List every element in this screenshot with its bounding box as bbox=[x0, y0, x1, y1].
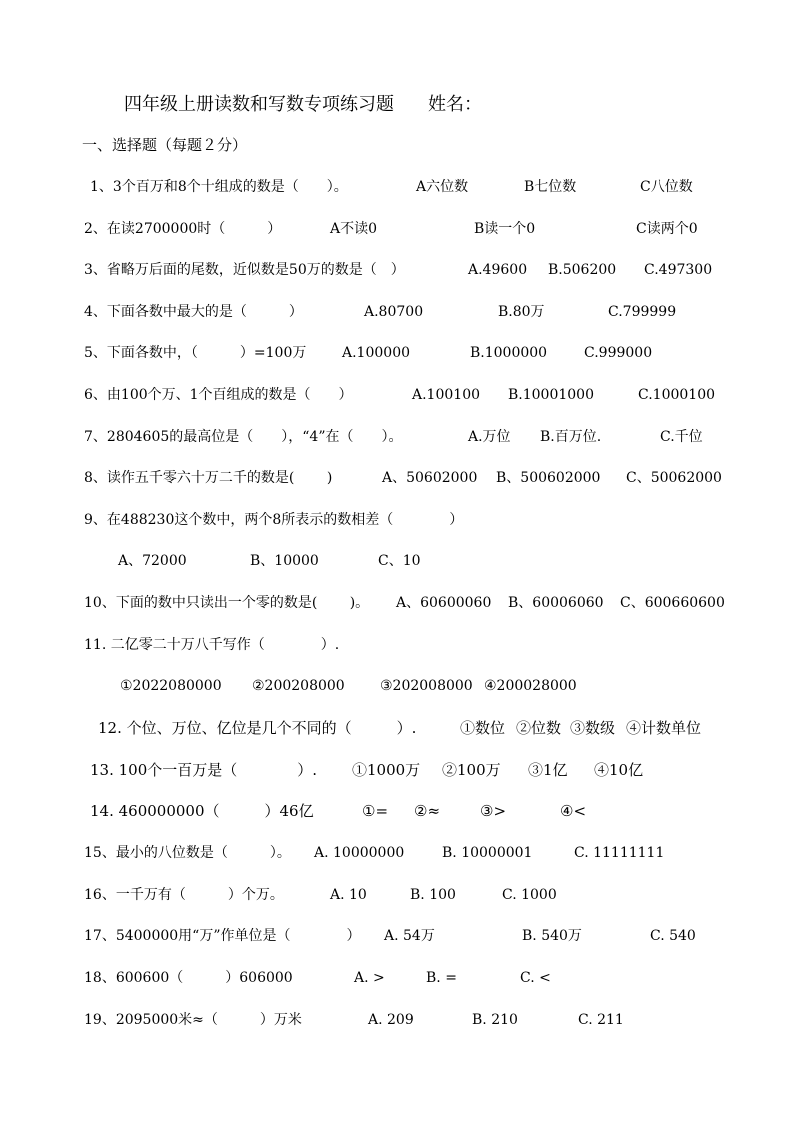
option-c: C. 211 bbox=[578, 1012, 624, 1028]
question-stem: 9、在488230这个数中，两个8所表示的数相差（ ） bbox=[84, 512, 464, 528]
option-2: ②位数 bbox=[516, 719, 562, 737]
option-4: ④200028000 bbox=[484, 678, 577, 694]
question-stem: 7、2804605的最高位是（ ），“4”在（ ）。 bbox=[84, 429, 403, 445]
option-c: C、10 bbox=[378, 553, 421, 569]
option-3: ③1亿 bbox=[528, 761, 568, 779]
option-b: B.80万 bbox=[498, 304, 545, 320]
option-c: C八位数 bbox=[640, 179, 693, 195]
question-3 bbox=[84, 259, 724, 281]
question-stem: 10、下面的数中只读出一个零的数是( )。 bbox=[84, 595, 370, 611]
option-b: B七位数 bbox=[524, 179, 577, 195]
question-10 bbox=[84, 592, 724, 614]
option-1: ①数位 bbox=[460, 719, 506, 737]
option-a: A六位数 bbox=[416, 179, 469, 195]
option-b: B读一个0 bbox=[474, 221, 536, 237]
option-b: B.10001000 bbox=[508, 387, 594, 403]
question-16 bbox=[84, 884, 724, 906]
option-c: C.999000 bbox=[584, 345, 653, 361]
question-stem: 8、读作五千零六十万二千的数是( ) bbox=[84, 470, 333, 486]
option-a: A、60600060 bbox=[396, 595, 492, 611]
question-8 bbox=[84, 467, 724, 489]
page-title bbox=[124, 90, 482, 116]
question-stem: 15、最小的八位数是（ ）。 bbox=[84, 845, 291, 861]
option-a: A.100100 bbox=[412, 387, 481, 403]
option-c: C.千位 bbox=[660, 429, 703, 445]
option-a: A. 209 bbox=[368, 1012, 414, 1028]
question-18 bbox=[84, 967, 724, 989]
option-b: B. 100 bbox=[410, 887, 456, 903]
option-a: A. 10 bbox=[330, 887, 367, 903]
question-stem: 2、在读2700000时（ ） bbox=[84, 221, 282, 237]
option-c: C.1000100 bbox=[638, 387, 716, 403]
option-c: C. < bbox=[520, 970, 551, 986]
option-c: C. 11111111 bbox=[574, 845, 665, 861]
option-b: B. 10000001 bbox=[442, 845, 533, 861]
question-5 bbox=[84, 342, 724, 364]
option-b: B. 210 bbox=[472, 1012, 518, 1028]
option-2: ②≈ bbox=[414, 802, 441, 820]
option-c: C. 1000 bbox=[502, 887, 557, 903]
question-stem: 19、2095000米≈（ ）万米 bbox=[84, 1012, 302, 1028]
question-12 bbox=[98, 717, 738, 739]
question-stem: 11. 二亿零二十万八千写作（ ）. bbox=[84, 637, 340, 653]
option-4: ④< bbox=[560, 802, 587, 820]
question-11 bbox=[84, 634, 724, 656]
question-stem: 18、600600（ ）606000 bbox=[84, 970, 293, 986]
option-3: ③> bbox=[480, 802, 507, 820]
question-stem: 13. 100个一百万是（ ）. bbox=[90, 761, 318, 779]
option-a: A. > bbox=[354, 970, 385, 986]
question-stem: 1、3个百万和8个十组成的数是（ ）。 bbox=[90, 179, 348, 195]
option-1: ①= bbox=[362, 802, 389, 820]
option-4: ④10亿 bbox=[594, 761, 644, 779]
option-b: B. 540万 bbox=[522, 928, 582, 944]
option-4: ④计数单位 bbox=[626, 719, 702, 737]
option-c: C、600660600 bbox=[620, 595, 725, 611]
question-9 bbox=[84, 509, 724, 531]
question-stem: 4、下面各数中最大的是（ ） bbox=[84, 304, 303, 320]
option-a: A.万位 bbox=[468, 429, 511, 445]
question-4 bbox=[84, 301, 724, 323]
name-label: 姓名： bbox=[428, 94, 482, 115]
option-b: B、10000 bbox=[250, 553, 319, 569]
option-2: ②100万 bbox=[442, 761, 501, 779]
option-c: C.497300 bbox=[644, 262, 713, 278]
question-13 bbox=[90, 759, 730, 781]
option-3: ③数级 bbox=[570, 719, 616, 737]
question-15 bbox=[84, 842, 724, 864]
question-1 bbox=[90, 176, 730, 198]
question-stem: 14. 460000000（ ）46亿 bbox=[90, 802, 314, 820]
question-17 bbox=[84, 925, 724, 947]
section-heading: 一、选择题（每题２分） bbox=[82, 136, 248, 154]
option-a: A. 54万 bbox=[384, 928, 435, 944]
option-b: B.百万位. bbox=[540, 429, 602, 445]
question-2 bbox=[84, 218, 724, 240]
worksheet-title: 四年级上册读数和写数专项练习题 bbox=[124, 94, 394, 115]
question-stem: 3、省略万后面的尾数，近似数是50万的数是（ ） bbox=[84, 262, 405, 278]
question-14 bbox=[90, 800, 730, 822]
question-stem: 17、5400000用“万”作单位是（ ） bbox=[84, 928, 361, 944]
option-a: A. 10000000 bbox=[314, 845, 405, 861]
option-3: ③202008000 bbox=[380, 678, 473, 694]
option-a: A.100000 bbox=[342, 345, 411, 361]
question-stem: 12. 个位、万位、亿位是几个不同的（ ）. bbox=[98, 719, 417, 737]
option-1: ①1000万 bbox=[352, 761, 421, 779]
option-a: A、72000 bbox=[118, 553, 187, 569]
question-stem: 6、由100个万、1个百组成的数是（ ） bbox=[84, 387, 353, 403]
question-stem: 5、下面各数中，（ ）=100万 bbox=[84, 345, 307, 361]
question-19 bbox=[84, 1009, 724, 1031]
question-6 bbox=[84, 384, 724, 406]
option-1: ①2022080000 bbox=[120, 678, 222, 694]
option-b: B、500602000 bbox=[496, 470, 601, 486]
option-c: C、50062000 bbox=[626, 470, 722, 486]
question-stem: 16、一千万有（ ）个万。 bbox=[84, 887, 284, 903]
option-b: B. = bbox=[426, 970, 457, 986]
option-b: B、60006060 bbox=[508, 595, 604, 611]
option-2: ②200208000 bbox=[252, 678, 345, 694]
option-a: A.49600 bbox=[468, 262, 528, 278]
option-a: A不读0 bbox=[330, 221, 378, 237]
option-a: A.80700 bbox=[364, 304, 424, 320]
option-c: C读两个0 bbox=[636, 221, 698, 237]
question-7 bbox=[84, 426, 724, 448]
option-a: A、50602000 bbox=[382, 470, 478, 486]
option-b: B.1000000 bbox=[470, 345, 548, 361]
option-c: C. 540 bbox=[650, 928, 696, 944]
option-c: C.799999 bbox=[608, 304, 677, 320]
option-b: B.506200 bbox=[548, 262, 617, 278]
